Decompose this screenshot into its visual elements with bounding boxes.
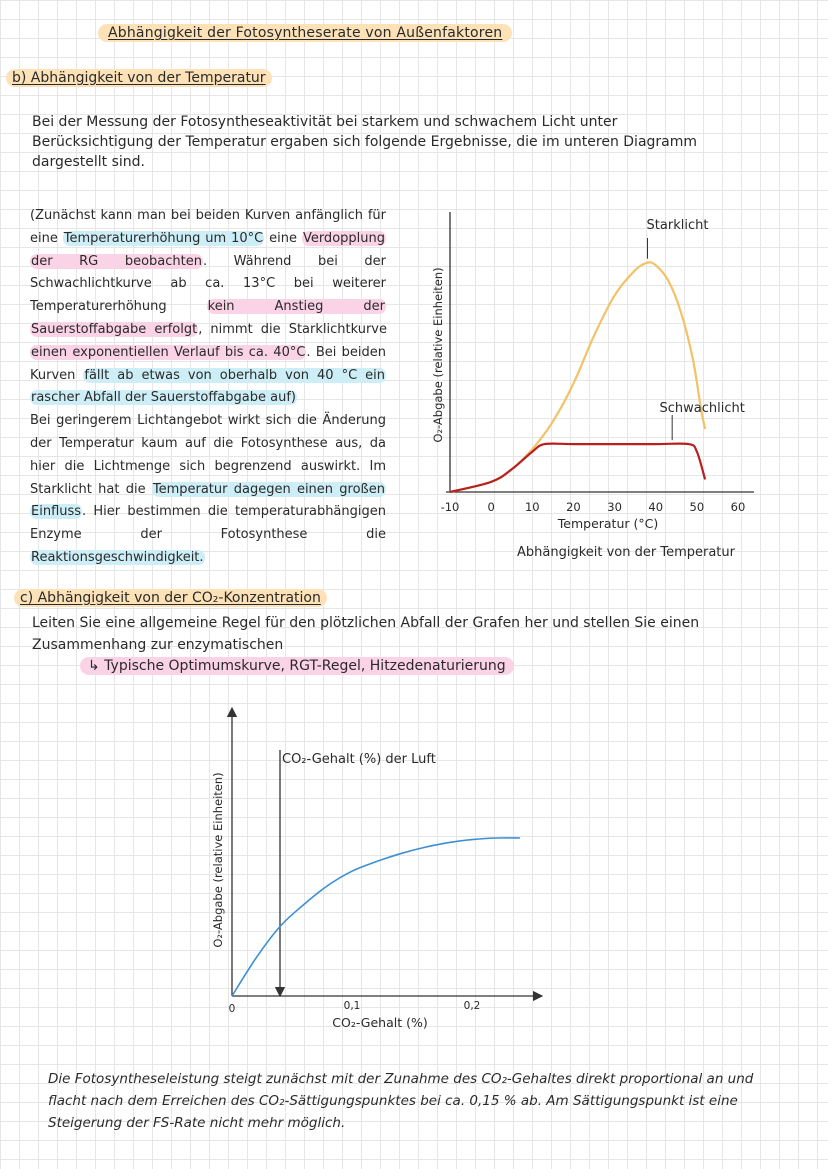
co2-chart [198,700,558,1040]
legend-starklicht: Starklicht [646,218,709,233]
series-line-fotosyntheserate [232,838,520,996]
temperature-chart [418,200,818,570]
highlight-exponential: einen exponentiellen Verlauf bis ca. 40°C [31,344,306,360]
highlight-temp-increase: Temperaturerhöhung um 10°C [63,230,264,246]
para1-text: eine [264,230,302,246]
x-tick-label: 20 [566,500,581,514]
x-tick-label: 10 [524,500,540,514]
series-line-schwachlicht [450,444,705,492]
series-line-starklicht [450,262,705,492]
para1-text: . Bei beiden Kurven [30,344,386,383]
para2-text: . Hier bestimmen die temperaturabhängigen Enzyme der Fotosynthese die [30,504,386,543]
section-b-explanation [30,205,386,570]
para1-text: . Während bei der Schwachlichtkurve ab ca. 13°C bei weiterer Temperaturerhöhung [30,253,387,315]
section-c-answer: ↳ Typische Optimumskurve, RGT-Regel, Hitzedenaturierung [80,657,514,675]
x-tick-label: 40 [648,500,664,514]
para2-text: Bei geringerem Lichtangebot wirkt sich die Änderung der Temperatur kaum auf die Fotosynthese aus, da hier die Lichtmenge sich begrenzend auswirkt. Im Starklicht hat die [30,413,386,497]
legend-schwachlicht: Schwachlicht [659,401,745,416]
chart-title: Abhängigkeit von der Temperatur [517,545,735,560]
section-b-intro: Bei der Messung der Fotosyntheseaktivität bei starkem und schwachem Licht unter Berücksichtigung der Temperatur ergaben sich folgende Ergebnisse, die im unteren Diagramm dargestellt sind. [32,114,698,170]
page-title: Abhängigkeit der Fotosyntheserate von Außenfaktoren [98,24,512,42]
para1-text: , nimmt die Starklichtkurve [198,321,388,337]
x-axis-label: Temperatur (°C) [557,516,659,531]
x-tick-label: 0,1 [343,1000,361,1012]
highlight-temp-influence: Temperatur dagegen einen großen Einfluss [31,481,385,520]
section-c-task: Leiten Sie eine allgemeine Regel für den plötzlichen Abfall der Grafen her und stellen Sie einen Zusammenhang zur enzymatischen [32,615,700,653]
highlight-no-increase: kein Anstieg der Sauerstoffabgabe erfolgt [31,299,385,337]
x-tick-label: 60 [730,500,746,514]
x-tick-label: 0,2 [463,1000,481,1012]
conclusion-text: Die Fotosyntheseleistung steigt zunächst mit der Zunahme des CO₂-Gehaltes direkt proportional an und flacht nach dem Erreichen des CO₂-Sättigungspunktes bei ca. 0,15 % ab. Am Sättigungspunkt ist eine Steigerung der FS-Rate nicht mehr möglich. [48,1071,754,1131]
highlight-drop: fällt ab etwas von oberhalb von 40 °C ein rascher Abfall der Sauerstoffabgabe auf) [31,367,385,406]
x-tick-label: 50 [689,500,705,514]
para1-text: (Zunächst kann man bei beiden Kurven anfänglich für eine [30,208,386,246]
co2-air-annotation: CO₂-Gehalt (%) der Luft [282,752,436,767]
y-axis-label: O₂-Abgabe (relative Einheiten) [431,267,445,443]
section-b-heading: b) Abhängigkeit von der Temperatur [6,69,272,87]
highlight-reaction-speed: Reaktionsgeschwindigkeit. [31,549,204,565]
x-tick-label: 0 [228,1003,236,1015]
section-c-heading: c) Abhängigkeit von der CO₂-Konzentration [14,589,327,607]
highlight-doubling: Verdopplung der RG beobachten [31,230,385,269]
x-tick-label: -10 [440,500,460,514]
x-tick-label: 0 [487,500,495,514]
x-tick-label: 30 [607,500,622,514]
y-axis-label: O₂-Abgabe (relative Einheiten) [211,772,225,948]
x-axis-label: CO₂-Gehalt (%) [332,1015,428,1030]
